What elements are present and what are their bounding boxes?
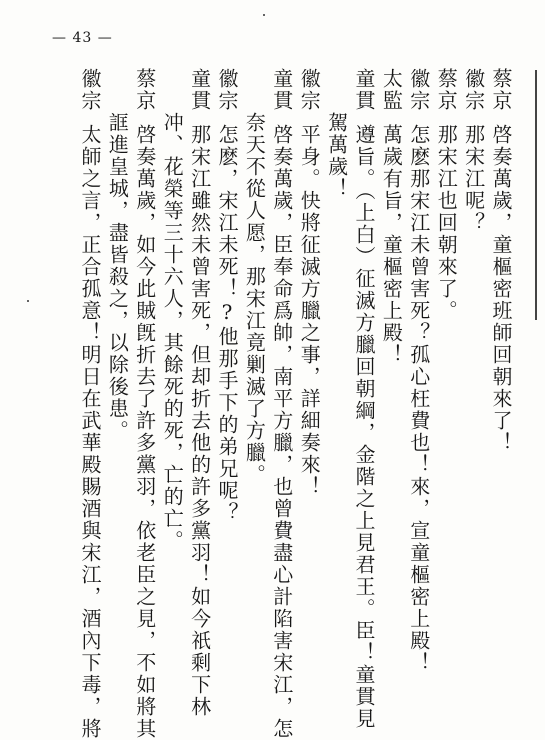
speech-text: 啓奏萬歲，臣奉命爲帥，南平方臘，也曾費盡心計陷害宋江，怎: [269, 124, 294, 740]
speaker-label: 徽宗: [215, 68, 239, 112]
text-column-14: [132, 68, 158, 740]
text-column-12: [187, 68, 213, 718]
page-edge-line: [535, 70, 537, 320]
speech-text: 奈天不從人愿，那宋江竟剿滅了方臘。: [242, 112, 267, 486]
text-column-15: [104, 112, 130, 442]
speech-text: 啓奏萬歲，如今此賊旣折去了許多黨羽，依老臣之見，不如將其: [132, 124, 157, 740]
speech-text: 太師之言，正合孤意！明日在武華殿賜酒與宋江，酒內下毒，將: [78, 124, 102, 740]
text-column-3: [433, 68, 459, 322]
speaker-label: 童貫: [352, 68, 376, 112]
text-column-5: [378, 68, 404, 366]
speaker-label: 徽宗: [78, 68, 102, 112]
speech-text: 萬歲有旨，童樞密上殿！: [379, 124, 404, 366]
speaker-label: 蔡京: [132, 68, 157, 112]
speaker-label: 徽宗: [461, 68, 486, 112]
speaker-label: 徽宗: [297, 68, 322, 112]
text-column-7: [324, 112, 350, 200]
scan-speck: [263, 14, 265, 16]
text-column-16: [77, 68, 103, 740]
speech-text: 怎麽那宋江未曾害死？孤心枉費也！來，宣童樞密上殿！: [406, 124, 431, 674]
speech-text: 冲、花榮等三十六人，其餘死的死，亡的亡。: [160, 112, 185, 552]
text-column-11: [214, 68, 240, 524]
speech-text: 駕萬歲！: [324, 112, 349, 200]
speaker-label: 太監: [379, 68, 404, 112]
speech-text: 誆進皇城，盡皆殺之，以除後患。: [105, 112, 130, 442]
speaker-label: 蔡京: [489, 68, 513, 112]
scan-speck: [27, 300, 29, 302]
speech-text: 平身。快將征滅方臘之事，詳細奏來！: [297, 124, 322, 498]
speech-text: 遵旨。（上白）征滅方臘回朝綱，金階之上見君王。臣！童貫見: [352, 124, 376, 730]
text-column-8: [296, 68, 322, 498]
speech-text: 那宋江呢？: [461, 124, 486, 234]
speaker-label: 徽宗: [406, 68, 431, 112]
text-column-13: [159, 112, 185, 552]
speaker-label: 蔡京: [434, 68, 459, 112]
speaker-label: 童貫: [187, 68, 212, 112]
text-column-9: [269, 68, 295, 740]
page-number: — 43 —: [52, 30, 113, 46]
text-column-6: [351, 68, 377, 730]
text-column-4: [406, 68, 432, 674]
speech-text: 啓奏萬歲，童樞密班師回朝來了！: [489, 124, 513, 454]
text-column-1: [488, 68, 514, 454]
speaker-label: 童貫: [269, 68, 294, 112]
text-column-10: [241, 112, 267, 486]
text-column-2: [461, 68, 487, 234]
speech-text: 怎麽，宋江未死！?他那手下的弟兄呢？: [215, 124, 239, 524]
speech-text: 那宋江也回朝來了。: [434, 124, 459, 322]
speech-text: 那宋江雖然未曾害死，但却折去他的許多黨羽！如今祇剩下林: [187, 124, 212, 718]
